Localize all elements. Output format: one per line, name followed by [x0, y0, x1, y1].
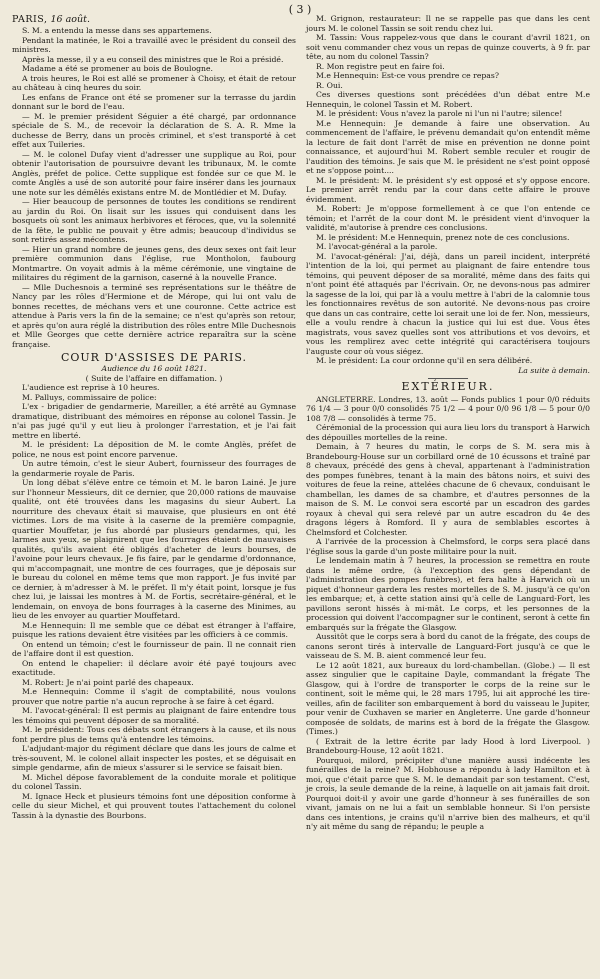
cour-subheading: Audience du 16 août 1821. [101, 364, 207, 373]
paragraph: Un long débat s'élève entre ce témoin et M. le baron Lainé. Je jure sur l'honneur Messieurs, dit ce dernier, que 20,000 rations de mauvaise qualité, ont été trouvées dans les magasins du sieur Aubert. La nourriture des chevaux était si mauvaise, que plusieurs en ont été victimes. Lors de ma visite à la caserne de la première compagnie, quartier Mouffetar, je fus abordé par plusieurs gendarmes, qui, les larmes aux yeux, se plaignirent que les fourrages étaient de mauvaises qualités, qu'ils avaient été obligés d'acheter de leurs bourses, de l'avoine pour leurs chevaux. Je fis faire, par le gendarme d'ordonnance, qui m'accompagnait, une montre de ces fourrages, que je déposais sur le bureau du colonel en même tems que mon rapport. Je fus invité par ce dernier, à m'adresser à M. le préfet. Il m'y était point, lorsque je fus chez lui, je laissai les montres à M. de Fortis, secrétaire-général, et le lendemain, on envoya de bons fourrages à la caserne des Minimes, au lieu de les envoyer au quartier Mouffetard. [12, 478, 296, 620]
court-report [12, 383, 296, 820]
paragraph: M. le président: M. le président s'y est opposé et s'y oppose encore. Le premier arrêt rendu par la cour dans cette affaire le prouve évidemment. [306, 175, 590, 204]
paragraph: A trois heures, le Roi est allé se promener à Choisy, et était de retour au château à cinq heures du soir. [12, 73, 296, 92]
paragraph: Madame a été se promener au bois de Boulogne. [22, 64, 213, 73]
paragraph: M. l'avocat-général: J'ai, déjà, dans un pareil incident, interprété l'intention de la loi, qui permet au plaignant de faire entendre tous témoins, qui peuvent déposer de sa moralité, même dans des faits qui n'ont point été attaqués par l'écrivain. Or, ne devons-nous pas admirer la sagesse de la loi, qui par là a voulu mettre à l'abri de la calomnie tous les fonctionnaires revêtus de son autorité. Ne devons-nous pas croire que dans un cas contraire, cette loi serait une loi de fer. Non, messieurs, elle a voulu rendre à chacun la justice qui lui est due. Vous êtes magistrats, vous savez quelles sont vos attributions et vos devoirs, et vous les remplirez avec cette intégrité qui caractérisera toujours l'auguste cour où vous siégez. [306, 251, 590, 356]
paragraph: M. le président: La déposition de M. le comte Anglès, préfet de police, ne nous est point encore parvenue. [12, 440, 296, 459]
paragraph: Le lendemain matin à 7 heures, la procession se remettra en route dans le même ordre, (à l'exception des gens dépendant de l'administration des pompes funèbres), et fera halte à Harwich où un piquet d'honneur gardera les restes mortelles de S. M. jusqu'à ce qu'on les embarque; et, à cette station ainsi qu'à celle de Languard-Fort, les pavillons seront hissés à mi-mât. Le corps, et les personnes de la procession qui doivent l'accompagner sur le continent, seront à cette fin embarqués sur la frégate the Glasgow. [306, 556, 590, 632]
paragraph: M.e Hennequin: Il me semble que ce débat est étranger à l'affaire, puisque les rations devaient être visitées par les officiers à ce commis. [12, 620, 296, 639]
cour-subheading-2: ( Suite de l'affaire en diffamation. ) [85, 373, 223, 383]
paragraph: M. Ignace Heck et plusieurs témoins font une déposition conforme à celle du sieur Michel, et qui prouvent toutes l'attachement du colonel Tassin à la dynastie des Bourbons. [12, 791, 296, 820]
paragraph: M.e Hennequin: Je demande à faire une observation. Au commencement de l'affaire, le prévenu demandait qu'on entendît même la lecture de fait dont l'arrêt de mise en prévention ne donne point connaissance, et aujourd'hui M. Robert semble reculer et rougir de l'audition des témoins. Je sais que M. le président ne s'est point opposé et ne s'oppose point.... [306, 118, 590, 175]
paragraph: M. Tassin: Vous rappelez-vous que dans le courant d'avril 1821, on soit venu commander chez vous un repas de quinze couverts, à 9 fr. par tête, au nom du colonel Tassin? [306, 33, 590, 61]
paragraph: R. Oui. [316, 80, 343, 90]
paragraph: Le 12 août 1821, aux bureaux du lord-chambellan. (Globe.) — Il est assez singulier que le capitaine Dayle, commandant la frégate The Glasgow, qui à l'ordre de transporter le corps de la reine sur le continent, soit le même qui, le 28 mars 1795, lui ait approché les tire-veilles, afin de faciliter son embarquement à bord du vaisseau le Jupiter, pour venir de Cuxhaven se marier en Angleterre. Une garde d'honneur composée de soldats, de marins est à bord de la frégate the Glasgow. (Times.) [306, 660, 590, 736]
paragraph: M. le président: Vous n'avez la parole ni l'un ni l'autre; silence! [316, 109, 563, 118]
left-column [12, 14, 296, 832]
paragraph: L'ex - brigadier de gendarmerie, Mareiller, a été arrêté au Gymnase dramatique, distribuant des mémoires en réponse au colonel Tassin. Je n'ai pas jugé qu'il y eut lieu à prolonger l'arrestation, et je l'ai fait mettre en liberté. [12, 402, 296, 440]
paragraph: M. l'avocat-général: Il est permis au plaignant de faire entendre tous les témoins qui peuvent déposer de sa moralité. [12, 706, 296, 725]
paragraph: — Hier beaucoup de personnes de toutes les conditions se rendirent au jardin du Roi. On lisait sur les issues qui conduisent dans les bosquets où sont les animaux herbivores et féroces, que, vu la solennité de la fête, le public ne pouvait y être admis; beaucoup d'individus se sont retirés assez mécontens. [12, 197, 296, 244]
paragraph: L'audience est reprise à 10 heures. [22, 383, 160, 392]
dateline-place: PARIS, [12, 14, 48, 25]
paragraph: — Hier un grand nombre de jeunes gens, des deux sexes ont fait leur première communion dans l'église, rue Montholon, faubourg Montmartre. On voyait admis à la même cérémonie, une vingtaine de militaires du régiment de la garnison, caserné à la nouvelle France. [12, 244, 296, 282]
paragraph: — Mlle Duchesnois a terminé ses représentations sur le théâtre de Nancy par les rôles d'Hermione et de Mérope, qui lui ont valu de bonnes recettes, de méchans vers et une couronne. Cette actrice est attendue à Paris vers la fin de la semaine; ce n'est qu'après son retour, et après qu'on aura réglé la distribution des rôles entre Mlle Duchesnois et Mlle Georges que cette dernière actrice reparaîtra sur la scène française. [12, 282, 296, 349]
paragraph: On entend le chapelier: il déclare avoir été payé toujours avec exactitude. [12, 658, 296, 677]
paragraph: M. Robert: Je m'oppose formellement à ce que l'on entende ce témoin; et l'arrêt de la cour dont M. le président vient d'invoquer la validité, m'autorise à prendre ces conclusions. [306, 204, 590, 232]
paragraph: M. Grignon, restaurateur: Il ne se rappelle pas que dans les cent jours M. le colonel Tassin se soit rendu chez lui. [306, 14, 590, 33]
suite-note: La suite à demain. [518, 365, 590, 375]
paragraph: M. le président: M.e Hennequin, prenez note de ces conclusions. [316, 232, 570, 242]
paragraph: On entend un témoin; c'est le fournisseur de pain. Il ne connait rien de l'affaire dont il est question. [12, 639, 296, 658]
columns [12, 14, 590, 832]
right-column [306, 14, 590, 832]
paragraph: Ces diverses questions sont précédées d'un débat entre M.e Hennequin, le colonel Tassin et M. Robert. [306, 90, 590, 109]
page-number: ( 3 ) [288, 3, 312, 16]
paragraph: S. M. a entendu la messe dans ses appartemens. [22, 26, 212, 35]
paragraph: M. le président: Tous ces débats sont étrangers à la cause, et ils nous font perdre plus de tems qu'à entendre les témoins. [12, 725, 296, 744]
foreign-news [306, 395, 590, 832]
paragraph: M. Robert: Je n'ai point parlé des chapeaux. [22, 677, 194, 687]
paragraph: M. Palluys, commissaire de police: [22, 392, 157, 402]
paragraph: M.e Hennequin: Est-ce vous prendre ce repas? [316, 71, 499, 80]
paragraph: Un autre témoin, c'est le sieur Aubert, fournisseur des fourrages de la gendarmerie royale de Paris. [12, 459, 296, 478]
paragraph: Pendant la matinée, le Roi a travaillé avec le président du conseil des ministres. [12, 35, 296, 54]
paragraph: ( Extrait de la lettre écrite par lady Hood à lord Liverpool. ) Brandebourg-House, 12 août 1821. [306, 736, 590, 755]
paragraph: Les enfans de France ont été se promener sur la terrasse du jardin donnant sur le bord de l'eau. [12, 92, 296, 111]
court-report-continued [306, 14, 590, 366]
paragraph: ANGLETERRE. Londres, 13. août — Fonds publics 1 pour 0/0 réduits 76 1/4 — 3 pour 0/0 consolidés 75 1/2 — 4 pour 0/0 96 1/8 — 5 pour 0/0 108 7/8 — consolidés à terme 75. [306, 394, 590, 423]
paragraph: Pourquoi, milord, précipiter d'une manière aussi indécente les funérailles de la reine? M. Hobhouse a répondu à lady Hamilton et à moi, que c'était parce que S. M. le demandait par son testament. C'est, je crois, la seule demande de la reine, à laquelle on ait jamais fait droit. Pourquoi doit-il y avoir une garde d'honneur à ses funérailles de son vivant, jamais on ne lui a fait un semblable honneur. Si l'on persiste dans ces intentions, je crains qu'il n'arrive bien des malheurs, et qu'il n'y ait même du sang de répandu; le peuple a [306, 755, 590, 831]
paragraph: M. Michel dépose favorablement de la conduite morale et politique du colonel Tassin. [12, 772, 296, 791]
paragraph: M. le président: La cour ordonne qu'il en sera délibéré. [316, 356, 533, 365]
paragraph: — M. le premier président Séguier a été chargé, par ordonnance spéciale de S. M., de recevoir la déclaration de S. A. R. Mme la duchesse de Berry, dans un procès criminel, et s'est transporté à cet effet aux Tuileries. [12, 111, 296, 149]
paragraph: M.e Hennequin: Comme il s'agit de comptabilité, nous voulons prouver que notre partie n'a aucun reproche à se faire à cet égard. [12, 687, 296, 706]
paragraph: A l'arrivée de la procession à Chelmsford, le corps sera placé dans l'église sous la garde d'un poste militaire pour la nuit. [306, 537, 590, 556]
paragraph: R. Mon registre peut en faire foi. [316, 61, 445, 71]
paris-news [12, 26, 296, 349]
paragraph: M. l'avocat-général a la parole. [316, 242, 438, 251]
paragraph: Cérémonial de la procession qui aura lieu lors du transport à Harwich des dépouilles mortelles de la reine. [306, 423, 590, 442]
paragraph: Après la messe, il y a eu conseil des ministres que le Roi a présidé. [22, 54, 284, 64]
paragraph: Demain, à 7 heures du matin, le corps de S. M. sera mis à Brandebourg-House sur un corbillard orné de 10 écussons et traîné par 8 chevaux, précédé des gens à cheval, appartenant à l'administration des pompes funèbres, tenant à la main des bâtons noirs, et suivi des voitures de feue la reine, attelées chacune de 6 chevaux, conduisant le chambellan, les dames de sa chambre, et d'autres personnes de la maison de S. M. Le convoi sera escorté par un escadron des gardes royaux à cheval qui sera relevé par un autre escadron du 4e des dragons légers à Romford. Il y aura de semblables escortes à Chelmsford et Colchester. [306, 442, 590, 537]
paragraph: — M. le colonel Dufay vient d'adresser une supplique au Roi, pour obtenir l'autorisation de poursuivre devant les tribunaux, M. le comte Anglès, préfet de police. Cette supplique est fondée sur ce que M. le comte Anglès a usé de son autorité pour faire insérer dans les journaux une note sur les démêlés existans entre M. de Montlédier et M. Dufay. [12, 149, 296, 197]
dateline-date: 16 août. [50, 14, 90, 25]
cour-heading: COUR D'ASSISES DE PARIS. [60, 351, 248, 364]
paragraph: L'adjudant-major du régiment déclare que dans les jours de calme et très-souvent, M. le colonel allait inspecter les postes, et se déguisait en simple gendarme, afin de mieux s'assurer si le service se faisait bien. [12, 744, 296, 772]
section-divider [428, 378, 468, 379]
paragraph: Aussitôt que le corps sera à bord du canot de la frégate, des coups de canons seront tirés à intervalle de Languard-Fort jusqu'à ce que le vaisseau de S. M. B. aient commencé leur feu. [306, 632, 590, 660]
exterieur-heading: EXTÉRIEUR. [401, 380, 495, 393]
